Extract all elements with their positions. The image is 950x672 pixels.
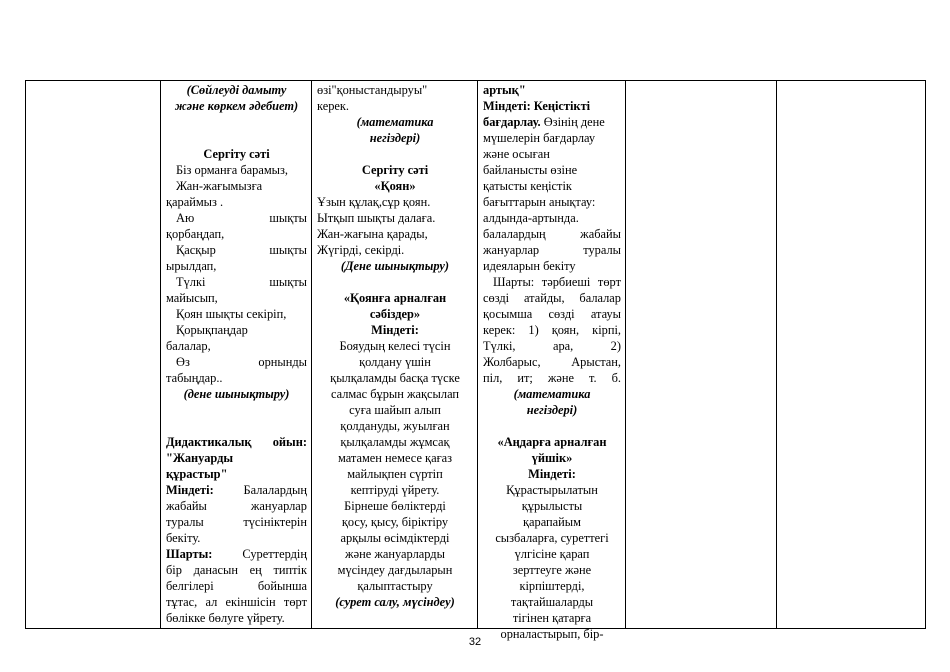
task-label: Міндеті: [483, 99, 527, 113]
task-line: матамен немесе қағаз: [337, 451, 453, 465]
task-line: балалардың жабайы: [483, 227, 621, 241]
task-line: туралы түсініктерін: [166, 515, 307, 529]
task-line: кептіруді үйрету.: [350, 483, 440, 497]
task-line: қарапайым: [523, 515, 581, 529]
task-line: тақтайшаларды: [510, 595, 594, 609]
column-5-cell: [626, 81, 777, 629]
column-4-cell: [478, 81, 626, 641]
task-line: Бояудың келесі түсін: [339, 339, 451, 353]
task-line: алдында-артында.: [483, 211, 579, 225]
text-line: керек.: [317, 99, 350, 113]
task-text: Балалардың: [213, 483, 307, 497]
plan-table: [25, 80, 926, 641]
subject-heading: (математика: [513, 387, 591, 401]
poem-line: табыңдар..: [166, 371, 223, 385]
subject-heading: (математика: [356, 115, 434, 129]
task-text: Өзінің дене: [540, 115, 605, 129]
task-text: [483, 482, 621, 642]
task-line: қатысты кеңістік: [483, 179, 572, 193]
rules-line: Жолбарыс, Арыстан,: [483, 355, 621, 369]
rules-line: тұтас, ал екіншісін төрт: [166, 595, 307, 609]
poem: [166, 162, 307, 386]
column-1-cell: [26, 81, 161, 629]
poem-line: балалар,: [166, 339, 211, 353]
poem-line: майысып,: [166, 291, 218, 305]
poem-line: қорбаңдап,: [166, 227, 225, 241]
exercise-title: Сергіту сәті: [203, 147, 270, 161]
task-line: сызбаларға, суреттегі: [495, 531, 609, 545]
text-line: артық": [483, 83, 526, 97]
rules-label: Шарты:: [166, 547, 213, 561]
subject-heading: негіздері): [526, 403, 578, 417]
task-line: [483, 98, 621, 114]
poem-line: Біз орманға барамыз,: [176, 163, 288, 177]
poem-line: қараймыз .: [166, 195, 224, 209]
game-title: Дидактикалық ойын:: [166, 435, 307, 449]
task-line: Құрастырылатын: [506, 483, 598, 497]
rules-line: керек: 1) қоян, кірпі,: [483, 323, 621, 337]
rules-line: сөзді атайды, балалар: [483, 291, 621, 305]
poem-line: Жан-жағымызға: [176, 179, 263, 193]
task-line: зерттеуге және: [512, 563, 592, 577]
rules-line: бір данасын ең типтік: [166, 563, 307, 577]
poem-title: «Қоян»: [374, 179, 416, 193]
rules-line: қосымша сөзді атауы: [483, 307, 621, 321]
task-line: идеяларын бекіту: [483, 259, 576, 273]
poem-note: (дене шынықтыру): [183, 387, 290, 401]
task-text: [483, 130, 621, 274]
task-line: суға шайып алып: [349, 403, 441, 417]
task-line: үлгісіне қарап: [514, 547, 590, 561]
rules-line: [166, 546, 307, 562]
activity-title: үйшік»: [531, 451, 573, 465]
task-line: қылқаламды басқа түске: [330, 371, 460, 385]
task-line: [483, 114, 621, 130]
task-line: орналастырып, бір-: [500, 627, 604, 641]
task-line: Бірнеше бөліктерді: [344, 499, 446, 513]
task-line: құрылысты: [521, 499, 583, 513]
task-line: [166, 482, 307, 498]
task-line: жануарлар туралы: [483, 243, 621, 257]
task-line: кірпіштерді,: [519, 579, 585, 593]
task-line: тігінен қатарға: [512, 611, 592, 625]
task-line: қосу, қысу, біріктіру: [341, 515, 449, 529]
task-line: қолдану үшін: [359, 355, 431, 369]
rules-line: белгілері бойынша: [166, 579, 307, 593]
poem-line: Аю шықты: [176, 211, 307, 225]
poem-line: Қасқыр шықты: [176, 243, 307, 257]
poem: [317, 194, 473, 258]
task-line: және осыған: [483, 147, 550, 161]
poem-line: Ытқып шықты далаға.: [317, 211, 436, 225]
task-line: салмас бұрын жақсылап: [330, 387, 460, 401]
task-text: бағдарлау.: [483, 115, 541, 129]
subject-heading: (сурет салу, мүсіндеу): [335, 595, 455, 609]
task-line: қылқаламды жұмсақ: [340, 435, 450, 449]
task-label: Міндеті:: [528, 467, 576, 481]
task-line: және жануарларды: [345, 547, 445, 561]
column-6-cell: [777, 81, 926, 629]
text-line: өзі"қоныстандыруы": [317, 83, 428, 97]
rules-line: піл, ит; және т. б.: [483, 371, 621, 385]
activity-title: сәбіздер»: [369, 307, 421, 321]
game-title: құрастыр": [166, 467, 228, 481]
table-row: [26, 81, 926, 629]
poem-line: Жүгірді, секірді.: [317, 243, 405, 257]
task-line: байланысты өзіне: [483, 163, 578, 177]
rules-line: Шарты: тәрбиеші төрт: [493, 275, 621, 289]
task-line: қолдануды, жуылған: [340, 419, 450, 433]
page-number: 32: [468, 636, 482, 648]
rules-line: бөлікке бөлуге үйрету.: [166, 611, 285, 625]
task-line: мүшелерін бағдарлау: [483, 131, 596, 145]
exercise-title: Сергіту сәті: [361, 163, 429, 177]
task-text: [317, 338, 473, 594]
task-line: арқылы өсімдіктерді: [340, 531, 450, 545]
poem-line: Қоян шықты секіріп,: [176, 307, 287, 321]
rules-line: Түлкі, ара, 2): [483, 339, 621, 353]
subject-heading: (Сөйлеуді дамыту: [186, 83, 287, 97]
poem-line: ырылдап,: [166, 259, 217, 273]
poem-line: Түлкі шықты: [176, 275, 307, 289]
poem-line: Өз орнынды: [176, 355, 307, 369]
poem-line: Ұзын құлақ,сұр қоян.: [317, 195, 431, 209]
subject-heading: негіздері): [369, 131, 421, 145]
task-line: бағыттарын анықтау:: [483, 195, 596, 209]
game-title: "Жануарды: [166, 451, 234, 465]
task-line: қалыптастыру: [357, 579, 433, 593]
task-line: мүсіндеу дағдыларын: [337, 563, 453, 577]
poem-line: Қорықпаңдар: [176, 323, 248, 337]
activity-title: «Аңдарға арналған: [497, 435, 607, 449]
task-line: бекіту.: [166, 531, 201, 545]
poem-note: (Дене шынықтыру): [340, 259, 450, 273]
task-line: жабайы жануарлар: [166, 499, 307, 513]
poem-line: Жан-жағына қарады,: [317, 227, 428, 241]
task-text: : Кеңістікті: [526, 99, 591, 113]
rules-text: Суреттердің: [212, 547, 307, 561]
rules-text: [483, 274, 621, 386]
activity-title: «Қоянға арналған: [343, 291, 447, 305]
task-line: майлықпен сүртіп: [347, 467, 443, 481]
column-2-cell: [161, 81, 312, 629]
subject-heading: және көркем әдебиет): [174, 99, 299, 113]
task-label: Міндеті:: [371, 323, 419, 337]
task-label: Міндеті:: [166, 483, 214, 497]
column-3-cell: [312, 81, 478, 629]
